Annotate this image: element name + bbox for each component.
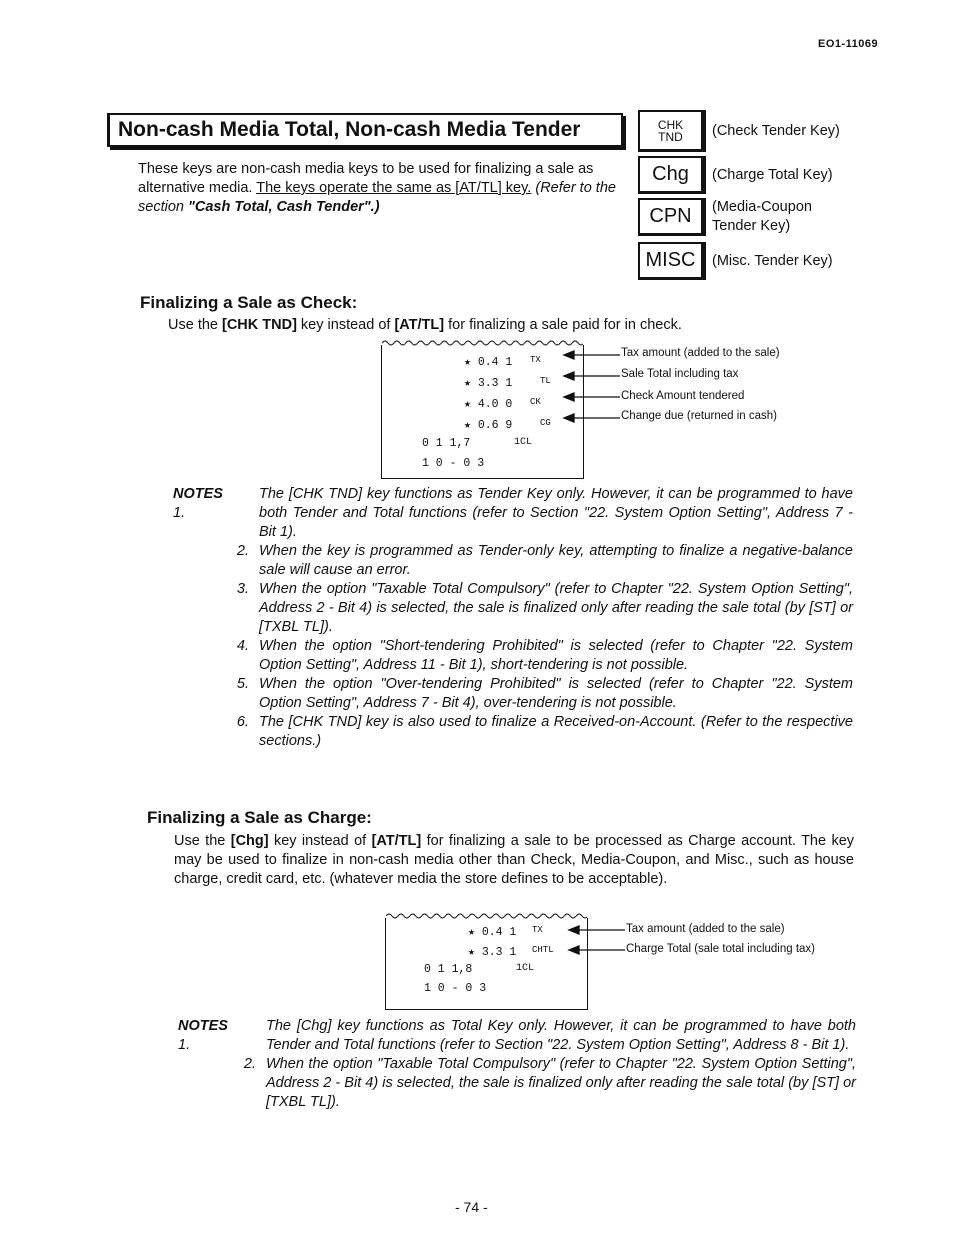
note-text: The [Chg] key functions as Total Key only. However, it can be programmed to have both Tender and Total functions (refer to Section "22. System Option Setting", Address 8 - Bit 1).	[266, 1018, 856, 1053]
check-body-key1: [CHK TND]	[222, 317, 297, 333]
receipt-tear-edge	[386, 912, 587, 920]
note-text: The [CHK TND] key functions as Tender Key only. However, it can be programmed to have both Tender and Total functions (refer to Section "22. System Option Setting", Address 7 - Bit 1).	[259, 486, 853, 540]
section-title: Non-cash Media Total, Non-cash Media Tender	[118, 118, 581, 141]
check-receipt	[381, 345, 584, 479]
receipt-amount: ★ 0.4 1	[464, 356, 513, 369]
charge-body-key1: [Chg]	[230, 833, 269, 849]
note-text: When the option "Taxable Total Compulsory" (refer to Chapter "22. System Option Setting", Address 2 - Bit 4) is selected, the sale is finalized only after reading the sale total (by [ST] or [TXBL TL]).	[266, 1056, 856, 1110]
receipt-amount: ★ 4.0 0	[464, 398, 513, 411]
receipt-code: CK	[530, 397, 541, 407]
note-item	[173, 580, 853, 637]
note-text: When the option "Taxable Total Compulsory" (refer to Chapter "22. System Option Setting", Address 2 - Bit 4) is selected, the sale is finalized only after reading the sale total (by [ST] or [TXBL TL]).	[259, 581, 853, 635]
charge-body	[174, 832, 854, 889]
chk-tnd-key-top: CHK	[657, 117, 684, 132]
receipt-amount: ★ 3.3 1	[468, 946, 517, 959]
cpn-key-label: CPN	[649, 205, 692, 227]
receipt-code: CHTL	[532, 945, 554, 955]
receipt-footer-1: 0 1 1,7	[422, 437, 471, 450]
key-misc-row	[638, 242, 833, 280]
misc-key	[638, 242, 706, 280]
cpn-key-desc-line2: Tender Key)	[712, 218, 791, 234]
check-arrow-label: Change due (returned in cash)	[621, 410, 777, 422]
check-body-pre: Use the	[168, 317, 222, 333]
receipt-code: TL	[540, 376, 551, 386]
note-number: 4.	[236, 638, 249, 654]
charge-receipt	[385, 918, 588, 1010]
charge-receipt-arrows	[565, 920, 631, 960]
check-receipt-arrows	[560, 345, 630, 425]
note-item	[173, 675, 853, 713]
chg-key-desc: (Charge Total Key)	[712, 166, 833, 183]
charge-arrow-label: Tax amount (added to the sale)	[626, 923, 785, 935]
cpn-key-desc	[712, 198, 812, 236]
check-arrow-label: Check Amount tendered	[621, 390, 745, 402]
chg-key-label: Chg	[652, 163, 689, 185]
charge-notes	[178, 1017, 856, 1112]
receipt-code: TX	[532, 925, 543, 935]
receipt-footer-code: 1CL	[516, 963, 535, 974]
note-number: 5.	[236, 676, 249, 692]
check-body	[168, 316, 848, 335]
chk-tnd-key-bottom: TND	[658, 129, 683, 144]
note-item	[178, 1017, 856, 1055]
note-text: When the key is programmed as Tender-only key, attempting to finalize a negative-balance sale will cause an error.	[259, 543, 853, 578]
chg-key	[638, 156, 706, 194]
receipt-footer-2: 1 0 - 0 3	[422, 457, 485, 470]
intro-text-2: The keys operate the same as [AT/TL] key.	[256, 180, 532, 196]
check-heading: Finalizing a Sale as Check:	[140, 293, 358, 312]
note-item	[173, 542, 853, 580]
charge-body-key2: [AT/TL]	[371, 833, 422, 849]
chk-tnd-key	[638, 110, 706, 152]
misc-key-label: MISC	[645, 249, 696, 271]
key-chg-row	[638, 156, 833, 194]
check-arrow-label: Tax amount (added to the sale)	[621, 347, 780, 359]
note-number: 2.	[236, 543, 249, 559]
check-arrow-label: Sale Total including tax	[621, 368, 739, 380]
note-number: 1.	[178, 1037, 191, 1053]
note-number: 2.	[243, 1056, 256, 1072]
receipt-code: CG	[540, 418, 551, 428]
page-number: - 74 -	[455, 1199, 488, 1215]
charge-body-pre: Use the	[174, 833, 231, 849]
chk-tnd-key-desc: (Check Tender Key)	[712, 122, 840, 139]
cpn-key	[638, 198, 706, 236]
intro-paragraph	[138, 160, 622, 217]
note-item	[173, 485, 853, 542]
charge-heading: Finalizing a Sale as Charge:	[147, 808, 372, 827]
receipt-amount: ★ 0.6 9	[464, 419, 513, 432]
note-number: 3.	[236, 581, 249, 597]
cpn-key-desc-line1: (Media-Coupon	[712, 199, 812, 215]
document-id: EO1-11069	[818, 38, 879, 50]
note-text: The [CHK TND] key is also used to finalize a Received-on-Account. (Refer to the respective sections.)	[259, 714, 853, 749]
note-item	[178, 1055, 856, 1112]
receipt-footer-2: 1 0 - 0 3	[424, 982, 487, 995]
note-number: 6.	[236, 714, 249, 730]
check-body-mid: key instead of	[296, 317, 395, 333]
charge-body-post: for finalizing a sale to be processed as Charge account. The key may be used to finalize in non-cash media other than Check, Media-Coupon, and Misc., such as house charge, credit card, etc. (whatever media the store defines to be acceptable).	[174, 833, 855, 887]
intro-text-1: These keys are non-cash media keys to be used for finalizing a sale as alternative media.	[138, 161, 594, 196]
receipt-code: TX	[530, 355, 541, 365]
section-title-box	[107, 113, 623, 147]
key-chk-tnd-row	[638, 110, 840, 152]
intro-text-4: "Cash Total, Cash Tender".)	[187, 199, 380, 215]
note-text: When the option "Over-tendering Prohibited" is selected (refer to Chapter "22. System Option Setting", Address 7 - Bit 4), over-tendering is not possible.	[259, 676, 853, 711]
note-item	[173, 713, 853, 751]
receipt-tear-edge	[382, 339, 583, 347]
notes-label: NOTES	[173, 486, 223, 502]
charge-arrow-label: Charge Total (sale total including tax)	[626, 943, 816, 955]
receipt-amount: ★ 3.3 1	[464, 377, 513, 390]
notes-label: NOTES	[178, 1018, 228, 1034]
receipt-amount: ★ 0.4 1	[468, 926, 517, 939]
note-number: 1.	[173, 505, 186, 521]
receipt-footer-1: 0 1 1,8	[424, 963, 473, 976]
receipt-footer-code: 1CL	[514, 437, 533, 448]
check-body-key2: [AT/TL]	[394, 317, 445, 333]
note-item	[173, 637, 853, 675]
note-text: When the option "Short-tendering Prohibited" is selected (refer to Chapter "22. System Option Setting", Address 11 - Bit 1), short-tendering is not possible.	[259, 638, 853, 673]
intro-text-3: (Refer to the section	[138, 180, 616, 215]
misc-key-desc: (Misc. Tender Key)	[712, 252, 833, 269]
check-notes	[173, 485, 853, 751]
charge-body-mid: key instead of	[268, 833, 372, 849]
check-body-post: for finalizing a sale paid for in check.	[444, 317, 682, 333]
key-cpn-row	[638, 198, 812, 236]
